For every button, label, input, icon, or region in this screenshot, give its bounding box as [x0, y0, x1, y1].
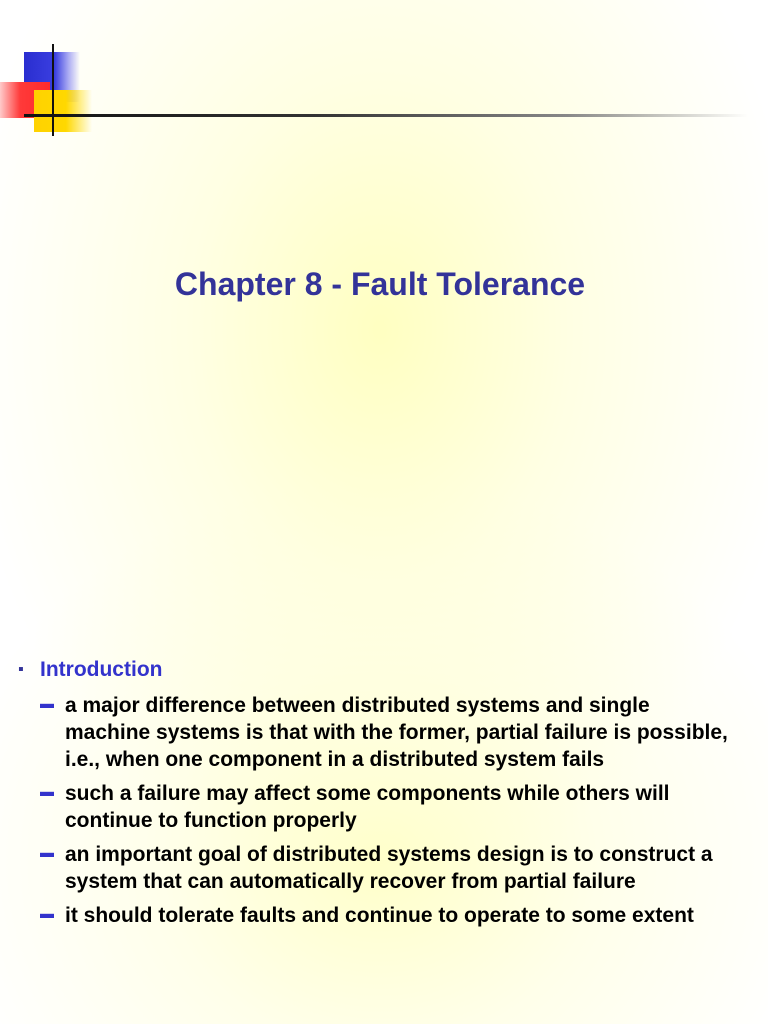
header-rule: [24, 114, 748, 117]
sub-bullet-text: such a failure may affect some components while others will continue to function properly: [65, 782, 670, 832]
sub-bullet-item: [40, 692, 738, 773]
slide-title: Chapter 8 - Fault Tolerance: [174, 266, 586, 302]
dash-bullet-icon: ▬: [40, 695, 54, 711]
bullet-level1: [18, 656, 738, 684]
template-logo: [0, 40, 110, 140]
dash-bullet-icon: ▬: [40, 844, 54, 860]
slide-body: [18, 656, 738, 936]
sub-bullet-text: an important goal of distributed systems design is to construct a system that can automatically recover from partial failure: [65, 843, 713, 893]
sub-bullet-text: a major difference between distributed systems and single machine systems is that with the former, partial failure is possible, i.e., when one component in a distributed system fails: [65, 694, 728, 771]
sub-bullet-item: [40, 841, 738, 895]
bullet-level1-text: Introduction: [40, 658, 163, 681]
square-bullet-icon: ▪: [18, 661, 24, 678]
sub-bullet-item: [40, 902, 738, 929]
sub-bullet-list: [40, 692, 738, 929]
dash-bullet-icon: ▬: [40, 783, 54, 799]
sub-bullet-item: [40, 780, 738, 834]
sub-bullet-text: it should tolerate faults and continue to operate to some extent: [65, 904, 694, 927]
logo-yellow-square: [34, 90, 92, 132]
logo-vertical-line: [52, 44, 54, 136]
dash-bullet-icon: ▬: [40, 905, 54, 921]
